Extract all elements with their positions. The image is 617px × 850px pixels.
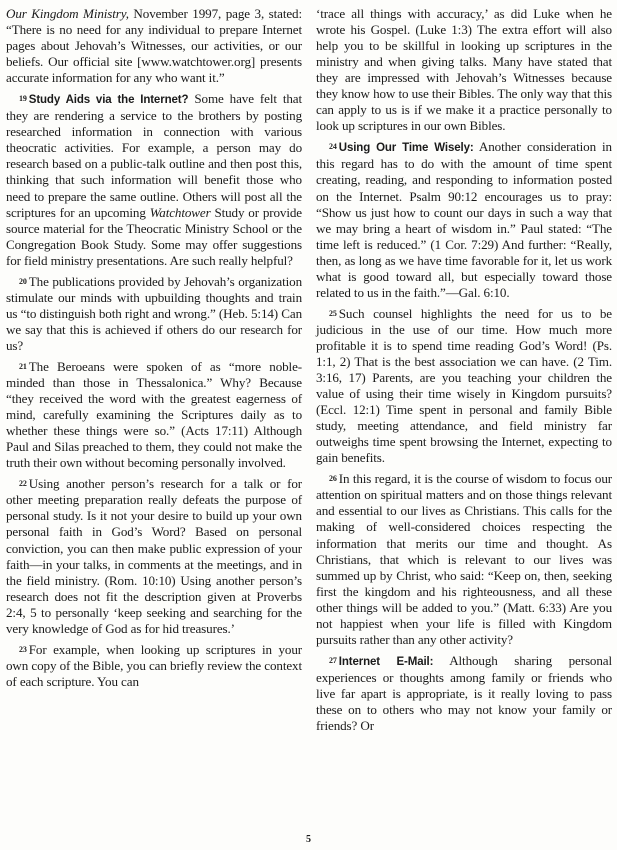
paragraph-number: 23 — [19, 644, 27, 654]
intro-text: November 1997, page 3, stated: “There is no need for any individual to prepare Internet pages about Jehovah’s Witnesses, our activities, or our beliefs. Our official site [www.watchtower.org] presents accurate information for any who want it.” — [6, 6, 302, 86]
paragraph-text: For example, when looking up scriptures in your own copy of the Bible, you can briefly review the context of each scripture. You can — [6, 641, 302, 689]
paragraph-text: Although sharing personal experiences or thoughts among family or friends who live far apart is appropriate, is it really loving to pass these on to others who may not know your family or friends? Or — [316, 652, 612, 734]
intro-citation: Our Kingdom Ministry, — [6, 6, 129, 21]
paragraph-number: 24 — [329, 142, 337, 152]
subheading-using-time: Using Our Time Wisely: — [338, 142, 474, 155]
page-number: 5 — [306, 834, 311, 845]
paragraph-number: 27 — [329, 655, 337, 665]
right-column — [316, 6, 612, 734]
paragraph-text: ‘trace all things with accuracy,’ as did Luke when he wrote his Gospel. (Luke 1:3) The extra effort will also help you to be skillful in looking up scriptures in the ministry and when giving talks. Many have stated that they are impressed with Jehovah’s Witnesses because they know how to use their Bibles. The only way that this can apply to us is if we make it a practice personally to look up scriptures in our own Bibles. — [316, 6, 612, 134]
paragraph-24 — [316, 139, 612, 300]
paragraph-23 — [6, 642, 302, 690]
paragraph-20 — [6, 274, 302, 354]
subheading-study-aids: Study Aids via the Internet? — [28, 94, 189, 107]
paragraph-22 — [6, 476, 302, 636]
left-column — [6, 6, 302, 690]
paragraph-21 — [6, 359, 302, 471]
paragraph-number: 20 — [19, 276, 27, 286]
paragraph-text: In this regard, it is the course of wisdom to focus our attention on spiritual matters and on those things relevant and essential to our lives as Christians. This calls for the making of well-considered choices respecting the information that merits our time and thought. As Christians, that which is relevant to our lives was summed up by Christ, who said: “Keep on, then, seeking first the kingdom and his righteousness, and all these other things will be added to you.” (Matt. 6:33) Are you not happiest when your life is filled with Kingdom pursuits rather than any other activity? — [316, 471, 612, 647]
paragraph-text: The publications provided by Jehovah’s organization stimulate our minds with upbuilding thoughts and train us “to distinguish both right and wrong.” (Heb. 5:14) Can we say that this is achieved if others do our research for us? — [6, 273, 302, 353]
intro-paragraph — [6, 6, 302, 86]
paragraph-number: 19 — [19, 94, 27, 104]
paragraph-text: Study or provide source material for the Theocratic Ministry School or the Congregation Book Study. Some may offer suggestions for field ministry presentations. Are such really helpful? — [6, 204, 302, 268]
paragraph-19 — [6, 91, 302, 269]
paragraph-number: 26 — [329, 474, 337, 484]
paragraph-number: 25 — [329, 308, 337, 318]
paragraph-number: 22 — [19, 479, 27, 489]
paragraph-text: The Beroeans were spoken of as “more noble-minded than those in Thessalonica.” Why? Because “they received the word with the greatest eagerness of mind, carefully examining the Scriptures daily as to whether these things were so.” (Acts 17:11) Although Paul and Silas preached to them, they could not make the truth their own without becoming personally involved. — [6, 358, 302, 471]
paragraph-26 — [316, 471, 612, 648]
watchtower-italic: Watchtower — [149, 204, 211, 220]
paragraph-23-continued — [316, 6, 612, 134]
paragraph-text: Another consideration in this regard has to do with the amount of time spent creating, reading, and responding to information posted on the Internet. Psalm 90:12 encourages us to pray: “Show us just how to count our days in such a way that we may bring a heart of wisdom in.” Paul stated: “The time left is reduced.” (1 Cor. 7:29) And further: “Really, then, as long as we have time favorable for it, let us work what is good toward all, but especially toward those related to us in the faith.”—Gal. 6:10. — [316, 139, 612, 300]
paragraph-number: 21 — [19, 361, 27, 371]
paragraph-25 — [316, 306, 612, 466]
subheading-internet-email: Internet E-Mail: — [338, 655, 434, 668]
paragraph-text: Such counsel highlights the need for us to be judicious in the use of our time. How much more profitable it is to spend time reading God’s Word! (Ps. 1:1, 2) That is the best association we can have. (2 Tim. 3:16, 17) Parents, are you teaching your children the value of using their time wisely in Kingdom pursuits? (Eccl. 12:1) Time spent in personal and family Bible study, meeting attendance, and field ministry far outweighs time spent browsing the Internet, expecting to gain benefits. — [316, 305, 612, 466]
paragraph-27 — [316, 653, 612, 734]
paragraph-text: Some have felt that they are rendering a service to the brothers by posting researched information in connection with various theocratic activities. For example, a person may do research based on a public-talk outline and then post this, thinking that such information will benefit those who need to prepare the same outline. Others will post all the scriptures for an upcoming — [6, 91, 302, 220]
paragraph-text: Using another person’s research for a talk or for other meeting preparation really defeats the purpose of personal study. Is it not your desire to build up your own personal faith in God’s Word? Based on personal conviction, you can then make public expression of your faith—in your talks, in comments at the meetings, and in the field ministry. (Rom. 10:10) Using another person’s research does not fit the description given at Proverbs 2:4, 5 to personally ‘keep seeking and searching for the very knowledge of God as for hid treasures.’ — [6, 476, 302, 636]
